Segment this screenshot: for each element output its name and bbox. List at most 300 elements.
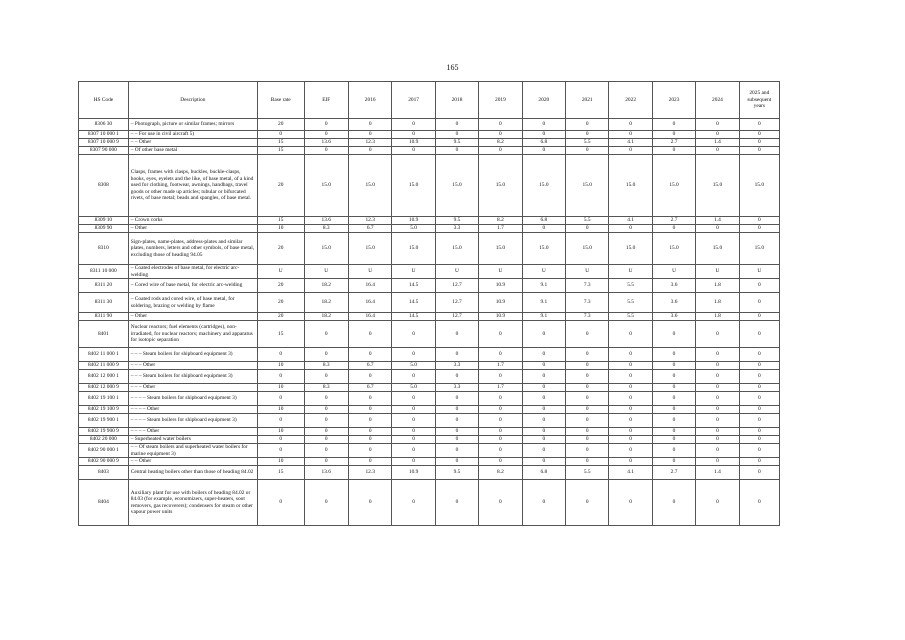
description-cell: – Photograph, picture or similar frames; mirrors	[128, 119, 257, 131]
rate-cell: 15.0	[609, 155, 652, 217]
rate-cell: 0	[435, 458, 478, 466]
rate-cell: 0	[348, 119, 391, 131]
rate-cell: 0	[304, 348, 348, 362]
rate-cell: 15.0	[652, 155, 695, 217]
rate-cell: 15.0	[522, 233, 565, 265]
rate-cell: 0	[257, 370, 304, 384]
rate-cell: 15	[257, 321, 304, 348]
rate-cell: 15.0	[435, 233, 478, 265]
rate-cell: 0	[566, 321, 609, 348]
rate-cell: 15.0	[566, 155, 609, 217]
rate-cell: U	[392, 265, 435, 279]
description-cell: Clasps, frames with clasps, buckles, buckle-clasps, hooks, eyes, eyelets and the like, of base metal, of a kind used for clothing, footwear, awnings, handbags, travel goods or other made up articles; tubular or bifurcated rivets, of base metal; beads and spangles, of base metal.	[128, 155, 257, 217]
rate-cell: 0	[392, 458, 435, 466]
rate-cell: 15	[257, 147, 304, 155]
rate-cell: 0	[696, 406, 739, 414]
hs-code-cell: 8402 12 000 1	[79, 370, 129, 384]
rate-cell: 0	[257, 131, 304, 139]
table-row	[79, 444, 780, 458]
hs-code-cell: 8309 90	[79, 225, 129, 233]
rate-cell: 0	[739, 384, 779, 392]
rate-cell: 0	[609, 428, 652, 436]
rate-cell: 0	[479, 444, 522, 458]
table-row	[79, 147, 780, 155]
rate-cell: 0	[348, 428, 391, 436]
rate-cell: 6.8	[522, 466, 565, 480]
rate-cell: 15.0	[348, 233, 391, 265]
col-description: Description	[128, 82, 257, 119]
rate-cell: 0	[435, 131, 478, 139]
rate-cell: 0	[696, 458, 739, 466]
rate-cell: 15.0	[566, 233, 609, 265]
table-row	[79, 362, 780, 370]
col-2023: 2023	[652, 82, 695, 119]
rate-cell: 0	[609, 147, 652, 155]
rate-cell: 0	[479, 370, 522, 384]
rate-cell: 20	[257, 233, 304, 265]
rate-cell: 1.4	[696, 217, 739, 225]
rate-cell: 0	[522, 119, 565, 131]
rate-cell: 9.1	[522, 279, 565, 293]
rate-cell: 0	[522, 321, 565, 348]
description-cell: Central heating boilers other than those of heading 84.02	[128, 466, 257, 480]
table-row	[79, 265, 780, 279]
description-cell: Nuclear reactors; fuel elements (cartridges), non-irradiated, for nuclear reactors; machinery and apparatus for isotopic separation	[128, 321, 257, 348]
rate-cell: 0	[392, 406, 435, 414]
hs-code-cell: 8403	[79, 466, 129, 480]
rate-cell: 0	[479, 428, 522, 436]
rate-cell: 0	[739, 370, 779, 384]
rate-cell: 16.4	[348, 293, 391, 313]
table-row	[79, 321, 780, 348]
rate-cell: 4.1	[609, 139, 652, 147]
rate-cell: 0	[392, 119, 435, 131]
description-cell: – – – Steam boilers for shipboard equipment 3)	[128, 348, 257, 362]
rate-cell: 20	[257, 293, 304, 313]
rate-cell: 15.0	[392, 233, 435, 265]
rate-cell: 0	[304, 414, 348, 428]
rate-cell: 10	[257, 384, 304, 392]
rate-cell: 0	[304, 321, 348, 348]
description-cell: – – For use in civil aircraft 5)	[128, 131, 257, 139]
rate-cell: 0	[609, 392, 652, 406]
rate-cell: 0	[696, 436, 739, 444]
rate-cell: 0	[609, 321, 652, 348]
rate-cell: 0	[392, 428, 435, 436]
hs-code-cell: 8402 90 000 1	[79, 444, 129, 458]
rate-cell: U	[304, 265, 348, 279]
rate-cell: 0	[566, 392, 609, 406]
rate-cell: 9.1	[522, 293, 565, 313]
rate-cell: 0	[652, 370, 695, 384]
rate-cell: 0	[257, 414, 304, 428]
rate-cell: 0	[652, 384, 695, 392]
hs-code-cell: 8402 11 000 9	[79, 362, 129, 370]
rate-cell: 0	[348, 131, 391, 139]
rate-cell: 0	[609, 225, 652, 233]
rate-cell: 0	[479, 406, 522, 414]
hs-code-cell: 8311 90	[79, 313, 129, 321]
rate-cell: 0	[609, 370, 652, 384]
rate-cell: 0	[522, 147, 565, 155]
rate-cell: U	[522, 265, 565, 279]
rate-cell: 0	[566, 225, 609, 233]
description-cell: – Cored wire of base metal, for electric arc-welding	[128, 279, 257, 293]
rate-cell: 0	[739, 480, 779, 526]
rate-cell: 10.9	[392, 139, 435, 147]
hs-code-cell: 8402 20 000	[79, 436, 129, 444]
rate-cell: 15.0	[522, 155, 565, 217]
rate-cell: 1.4	[696, 466, 739, 480]
rate-cell: 6.7	[348, 384, 391, 392]
rate-cell: 0	[479, 147, 522, 155]
rate-cell: 6.8	[522, 139, 565, 147]
rate-cell: 15.0	[392, 155, 435, 217]
rate-cell: 0	[348, 436, 391, 444]
rate-cell: 0	[479, 458, 522, 466]
rate-cell: 0	[739, 428, 779, 436]
rate-cell: 20	[257, 119, 304, 131]
description-cell: – Other	[128, 313, 257, 321]
rate-cell: 0	[739, 436, 779, 444]
rate-cell: 0	[435, 348, 478, 362]
rate-cell: 18.2	[304, 293, 348, 313]
rate-cell: 13.6	[304, 139, 348, 147]
rate-cell: 12.3	[348, 217, 391, 225]
rate-cell: 0	[609, 406, 652, 414]
rate-cell: 7.3	[566, 313, 609, 321]
rate-cell: 0	[348, 414, 391, 428]
rate-cell: 0	[566, 414, 609, 428]
rate-cell: 0	[479, 119, 522, 131]
rate-cell: 7.3	[566, 293, 609, 313]
rate-cell: 0	[652, 147, 695, 155]
table-row	[79, 428, 780, 436]
rate-cell: 0	[348, 480, 391, 526]
hs-code-cell: 8402 12 000 9	[79, 384, 129, 392]
rate-cell: 0	[304, 436, 348, 444]
rate-cell: 15.0	[304, 155, 348, 217]
rate-cell: 0	[696, 131, 739, 139]
hs-code-cell: 8401	[79, 321, 129, 348]
rate-cell: 0	[696, 147, 739, 155]
rate-cell: 0	[435, 321, 478, 348]
rate-cell: 5.5	[566, 217, 609, 225]
rate-cell: 3.6	[652, 279, 695, 293]
rate-cell: 0	[652, 458, 695, 466]
description-cell: – Of other base metal	[128, 147, 257, 155]
rate-cell: 0	[566, 480, 609, 526]
rate-cell: 18.2	[304, 279, 348, 293]
rate-cell: 0	[652, 362, 695, 370]
hs-code-cell: 8307 10 000 1	[79, 131, 129, 139]
rate-cell: 0	[392, 321, 435, 348]
description-cell: Sign-plates, name-plates, address-plates and similar plates, numbers, letters and other symbols, of base metal, excluding those of heading 94.05	[128, 233, 257, 265]
rate-cell: 0	[479, 131, 522, 139]
rate-cell: 0	[479, 436, 522, 444]
rate-cell: 0	[652, 119, 695, 131]
rate-cell: 0	[609, 362, 652, 370]
rate-cell: 0	[609, 458, 652, 466]
rate-cell: 15.0	[348, 155, 391, 217]
rate-cell: 8.2	[479, 217, 522, 225]
hs-code-cell: 8402 90 000 9	[79, 458, 129, 466]
description-cell: – – – – Other	[128, 428, 257, 436]
col-2020: 2020	[522, 82, 565, 119]
rate-cell: 0	[739, 279, 779, 293]
rate-cell: 1.7	[479, 225, 522, 233]
table-row	[79, 279, 780, 293]
table-row	[79, 233, 780, 265]
rate-cell: 0	[652, 225, 695, 233]
table-row	[79, 225, 780, 233]
rate-cell: 8.3	[304, 384, 348, 392]
rate-cell: 0	[522, 131, 565, 139]
rate-cell: 0	[609, 348, 652, 362]
hs-code-cell: 8404	[79, 480, 129, 526]
rate-cell: 0	[435, 414, 478, 428]
rate-cell: 0	[304, 480, 348, 526]
table-row	[79, 131, 780, 139]
rate-cell: 2.7	[652, 139, 695, 147]
rate-cell: 14.5	[392, 279, 435, 293]
table-row	[79, 392, 780, 406]
rate-cell: 0	[522, 225, 565, 233]
rate-cell: 10.9	[479, 279, 522, 293]
rate-cell: 0	[522, 348, 565, 362]
rate-cell: 0	[566, 119, 609, 131]
rate-cell: 0	[435, 444, 478, 458]
table-header	[79, 82, 780, 119]
rate-cell: 0	[392, 147, 435, 155]
rate-cell: 9.5	[435, 217, 478, 225]
rate-cell: 15.0	[609, 233, 652, 265]
rate-cell: 0	[348, 348, 391, 362]
rate-cell: 0	[304, 444, 348, 458]
rate-cell: 0	[609, 131, 652, 139]
rate-cell: 0	[652, 480, 695, 526]
rate-cell: 1.4	[696, 139, 739, 147]
rate-cell: 2.7	[652, 217, 695, 225]
rate-cell: 0	[522, 414, 565, 428]
rate-cell: 0	[609, 384, 652, 392]
rate-cell: 15.0	[696, 233, 739, 265]
rate-cell: 10.9	[392, 217, 435, 225]
rate-cell: 15.0	[739, 155, 779, 217]
rate-cell: U	[739, 265, 779, 279]
hs-code-cell: 8307 10 000 9	[79, 139, 129, 147]
rate-cell: 0	[739, 217, 779, 225]
rate-cell: 15	[257, 139, 304, 147]
rate-cell: 10	[257, 225, 304, 233]
description-cell: – – – Steam boilers for shipboard equipment 3)	[128, 370, 257, 384]
description-cell: – Coated electrodes of base metal, for electric arc-welding	[128, 265, 257, 279]
rate-cell: U	[609, 265, 652, 279]
description-cell: – – – – Other	[128, 406, 257, 414]
rate-cell: 0	[392, 444, 435, 458]
rate-cell: 0	[739, 119, 779, 131]
rate-cell: 0	[435, 406, 478, 414]
col-2022: 2022	[609, 82, 652, 119]
table-row	[79, 139, 780, 147]
rate-cell: 0	[739, 313, 779, 321]
rate-cell: 0	[739, 139, 779, 147]
rate-cell: 0	[566, 444, 609, 458]
rate-cell: 0	[696, 362, 739, 370]
col-2024: 2024	[696, 82, 739, 119]
rate-cell: 6.8	[522, 217, 565, 225]
rate-cell: 5.5	[566, 466, 609, 480]
rate-cell: 0	[522, 384, 565, 392]
rate-cell: 0	[479, 392, 522, 406]
rate-cell: 0	[739, 321, 779, 348]
rate-cell: U	[652, 265, 695, 279]
rate-cell: 10.9	[479, 313, 522, 321]
rate-cell: 0	[522, 458, 565, 466]
rate-cell: 0	[257, 480, 304, 526]
rate-cell: 0	[566, 436, 609, 444]
rate-cell: 0	[696, 370, 739, 384]
rate-cell: 0	[739, 458, 779, 466]
rate-cell: U	[696, 265, 739, 279]
rate-cell: 0	[696, 119, 739, 131]
table-row	[79, 217, 780, 225]
rate-cell: 0	[566, 147, 609, 155]
rate-cell: 5.0	[392, 362, 435, 370]
rate-cell: 10	[257, 458, 304, 466]
table-row	[79, 436, 780, 444]
rate-cell: 12.7	[435, 279, 478, 293]
table-row	[79, 348, 780, 362]
rate-cell: 0	[392, 348, 435, 362]
hs-code-cell: 8311 30	[79, 293, 129, 313]
rate-cell: 1.7	[479, 362, 522, 370]
rate-cell: 0	[435, 119, 478, 131]
rate-cell: 5.5	[609, 293, 652, 313]
rate-cell: 1.7	[479, 384, 522, 392]
rate-cell: 0	[566, 458, 609, 466]
rate-cell: 6.7	[348, 225, 391, 233]
rate-cell: 0	[392, 370, 435, 384]
rate-cell: 7.3	[566, 279, 609, 293]
rate-cell: 3.3	[435, 362, 478, 370]
rate-cell: U	[435, 265, 478, 279]
rate-cell: 0	[652, 444, 695, 458]
rate-cell: 5.0	[392, 225, 435, 233]
rate-cell: 13.6	[304, 217, 348, 225]
col-2018: 2018	[435, 82, 478, 119]
rate-cell: 0	[696, 384, 739, 392]
rate-cell: 5.0	[392, 384, 435, 392]
rate-cell: 15.0	[479, 155, 522, 217]
rate-cell: 8.3	[304, 362, 348, 370]
rate-cell: 0	[696, 428, 739, 436]
rate-cell: 3.3	[435, 225, 478, 233]
rate-cell: 0	[304, 406, 348, 414]
description-cell: – Coated rods and cored wire, of base metal, for soldering, brazing or welding by flame	[128, 293, 257, 313]
description-cell: Auxiliary plant for use with boilers of heading 84.02 or 84.03 (for example, economizers, super-heaters, soot removers, gas recoverers); condensers for steam or other vapour power units	[128, 480, 257, 526]
hs-code-cell: 8402 19 900 1	[79, 414, 129, 428]
description-cell: – – – Other	[128, 384, 257, 392]
rate-cell: 0	[652, 392, 695, 406]
rate-cell: 15	[257, 466, 304, 480]
rate-cell: U	[348, 265, 391, 279]
rate-cell: 0	[392, 392, 435, 406]
rate-cell: 20	[257, 279, 304, 293]
rate-cell: 0	[304, 392, 348, 406]
rate-cell: 0	[392, 414, 435, 428]
rate-cell: 9.5	[435, 139, 478, 147]
rate-cell: 0	[392, 436, 435, 444]
rate-cell: 1.8	[696, 279, 739, 293]
rate-cell: 0	[435, 436, 478, 444]
rate-cell: 1.8	[696, 293, 739, 313]
rate-cell: 0	[348, 147, 391, 155]
rate-cell: 0	[479, 480, 522, 526]
rate-cell: 0	[609, 414, 652, 428]
rate-cell: 9.1	[522, 313, 565, 321]
rate-cell: 0	[257, 348, 304, 362]
rate-cell: 0	[304, 119, 348, 131]
table-row	[79, 384, 780, 392]
rate-cell: 0	[479, 348, 522, 362]
rate-cell: 0	[348, 406, 391, 414]
description-cell: – Superheated water boilers	[128, 436, 257, 444]
rate-cell: 0	[739, 466, 779, 480]
rate-cell: 3.3	[435, 384, 478, 392]
rate-cell: 0	[739, 414, 779, 428]
rate-cell: 12.3	[348, 139, 391, 147]
rate-cell: 10.9	[479, 293, 522, 313]
hs-code-cell: 8308	[79, 155, 129, 217]
rate-cell: 0	[522, 392, 565, 406]
rate-cell: 8.3	[304, 225, 348, 233]
rate-cell: 0	[696, 348, 739, 362]
rate-cell: 0	[739, 406, 779, 414]
rate-cell: 5.5	[609, 279, 652, 293]
rate-cell: 0	[304, 147, 348, 155]
rate-cell: 0	[522, 444, 565, 458]
description-cell: – – Of steam boilers and superheated water boilers for marine equipment 3)	[128, 444, 257, 458]
rate-cell: 0	[652, 348, 695, 362]
table-row	[79, 313, 780, 321]
rate-cell: 0	[739, 147, 779, 155]
hs-code-cell: 8307 90 000	[79, 147, 129, 155]
rate-cell: 0	[348, 392, 391, 406]
rate-cell: 3.6	[652, 293, 695, 313]
rate-cell: 9.5	[435, 466, 478, 480]
hs-code-cell: 8311 10 000	[79, 265, 129, 279]
rate-cell: 0	[522, 370, 565, 384]
rate-cell: 0	[696, 225, 739, 233]
rate-cell: 18.2	[304, 313, 348, 321]
rate-cell: 0	[304, 428, 348, 436]
rate-cell: 0	[609, 436, 652, 444]
rate-cell: 12.7	[435, 313, 478, 321]
page-number: 165	[446, 63, 459, 72]
rate-cell: 0	[696, 414, 739, 428]
rate-cell: 0	[609, 119, 652, 131]
rate-cell: 15	[257, 217, 304, 225]
rate-cell: 0	[435, 392, 478, 406]
col-2016: 2016	[348, 82, 391, 119]
rate-cell: 10.9	[392, 466, 435, 480]
rate-cell: 5.5	[566, 139, 609, 147]
col-base-rate: Base rate	[257, 82, 304, 119]
rate-cell: 10	[257, 428, 304, 436]
rate-cell: 0	[696, 392, 739, 406]
rate-cell: 0	[652, 414, 695, 428]
